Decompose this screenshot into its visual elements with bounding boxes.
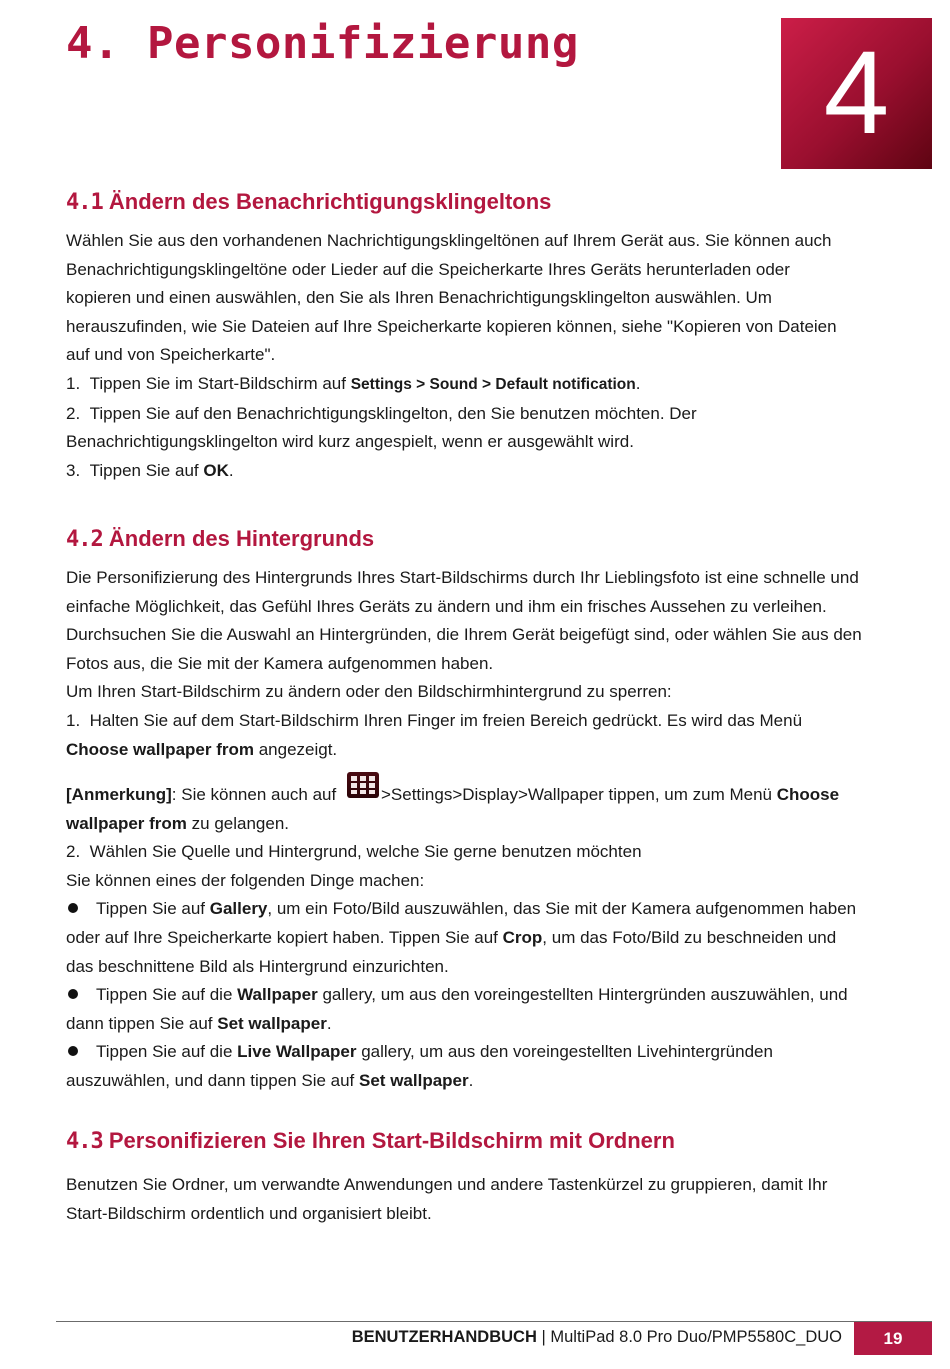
- note-label: [Anmerkung]: [66, 785, 172, 804]
- section-4-1-body: [66, 227, 932, 485]
- footer-manual-info: [352, 1328, 842, 1347]
- note-line: [66, 772, 932, 810]
- bullet-icon: [68, 1046, 78, 1056]
- section-heading-4-3: [66, 1128, 675, 1154]
- section-4-2-body-a: [66, 564, 932, 764]
- bold-term: Set wallpaper: [217, 1013, 327, 1033]
- step-text: .: [228, 460, 234, 480]
- paragraph-line: herauszufinden, wie Sie Dateien auf Ihre Speicherkarte kopieren können, siehe "Kopieren von Dateien: [66, 316, 837, 336]
- paragraph-line: Die Personifizierung des Hintergrunds Ihres Start-Bildschirms durch Ihr Lieblingsfoto ist eine schnelle und: [66, 568, 859, 587]
- section-heading-4-2: [66, 526, 374, 552]
- section-number: 4.3: [66, 1129, 103, 1154]
- menu-name: Choose: [776, 785, 840, 804]
- bold-term: Crop: [502, 927, 543, 947]
- bullet-text: .: [326, 1013, 332, 1033]
- paragraph-line: Um Ihren Start-Bildschirm zu ändern oder den Bildschirmhintergrund zu sperren:: [66, 682, 672, 702]
- bullet-wallpaper: [66, 981, 932, 1010]
- bullet-text: , um das Foto/Bild zu beschneiden und: [542, 927, 837, 947]
- paragraph-line: Fotos aus, die Sie mit der Kamera aufgenommen haben.: [66, 653, 494, 673]
- bullet-text: auszuwählen, und dann tippen Sie auf: [66, 1070, 360, 1090]
- step-2: 2. Tippen Sie auf den Benachrichtigungsklingelton, den Sie benutzen möchten. Der: [66, 403, 697, 423]
- paragraph-line: kopieren und einen auswählen, den Sie als Ihren Benachrichtigungsklingelton auswählen. Um: [66, 288, 772, 308]
- bullet-text: Tippen Sie auf die: [96, 985, 238, 1005]
- bullet-live-wallpaper-cont: [66, 1067, 932, 1096]
- note-line-cont: [66, 810, 932, 839]
- footer-manual-label: BENUTZERHANDBUCH: [351, 1328, 537, 1346]
- paragraph-line: Benachrichtigungsklingeltöne oder Lieder auf die Speicherkarte Ihres Geräts herunterladen oder: [66, 259, 790, 279]
- bullet-gallery-cont: [66, 924, 932, 953]
- section-number: 4.2: [66, 527, 103, 552]
- step-2: 2. Wählen Sie Quelle und Hintergrund, welche Sie gerne benutzen möchten: [66, 842, 642, 862]
- bold-term: Set wallpaper: [359, 1070, 469, 1090]
- ok-label: OK: [203, 460, 229, 480]
- chapter-title: 4. Personifizierung: [66, 18, 579, 69]
- note-text: >Settings>Display>Wallpaper tippen, um zum Menü: [380, 785, 777, 804]
- bullet-text: , um ein Foto/Bild auszuwählen, das Sie mit der Kamera aufgenommen haben: [267, 899, 857, 919]
- chapter-number-badge: 4: [781, 18, 932, 169]
- step-1-cont: [66, 736, 932, 765]
- menu-name: Choose wallpaper from: [66, 739, 254, 759]
- bullet-text: gallery, um aus den voreingestellten Hintergründen auszuwählen, und: [317, 985, 848, 1005]
- step-text: angezeigt.: [253, 739, 338, 759]
- note-text: zu gelangen.: [186, 813, 290, 833]
- bullet-icon: [68, 903, 78, 913]
- footer-product: MultiPad 8.0 Pro Duo/PMP5580C_DUO: [550, 1328, 842, 1346]
- section-title: Ändern des Hintergrunds: [108, 526, 375, 551]
- section-4-2-body-b: [66, 772, 932, 1096]
- note-text: : Sie können auch auf: [171, 785, 341, 804]
- settings-path: Settings > Sound > Default notification: [350, 375, 636, 393]
- app-grid-icon: [347, 772, 379, 798]
- bullet-gallery: [66, 895, 932, 924]
- bullet-live-wallpaper: [66, 1038, 932, 1067]
- menu-name: wallpaper from: [66, 813, 187, 833]
- bold-term: Gallery: [209, 899, 268, 919]
- bullet-wallpaper-cont: [66, 1010, 932, 1039]
- bullet-icon: [68, 989, 78, 999]
- section-heading-4-1: [66, 189, 551, 215]
- section-title: Personifizieren Sie Ihren Start-Bildschirm mit Ordnern: [108, 1128, 675, 1153]
- bullet-text: dann tippen Sie auf: [66, 1013, 218, 1033]
- step-text: 1. Tippen Sie im Start-Bildschirm auf: [66, 373, 351, 393]
- paragraph-line: Durchsuchen Sie die Auswahl an Hintergründen, die Ihrem Gerät beigefügt sind, oder wählen Sie aus den: [66, 625, 862, 645]
- step-1: [66, 370, 932, 400]
- paragraph-line: auf und von Speicherkarte".: [66, 345, 276, 365]
- bold-term: Wallpaper: [237, 985, 318, 1005]
- step-3: [66, 457, 932, 486]
- bullet-text: Tippen Sie auf: [96, 899, 210, 919]
- footer-separator: |: [536, 1328, 551, 1346]
- bullet-text: Tippen Sie auf die: [96, 1042, 238, 1062]
- bold-term: Live Wallpaper: [237, 1042, 357, 1062]
- bullet-gallery-cont: das beschnittene Bild als Hintergrund einzurichten.: [66, 956, 449, 976]
- bullet-text: oder auf Ihre Speicherkarte kopiert haben. Tippen Sie auf: [66, 927, 503, 947]
- paragraph-line: Benutzen Sie Ordner, um verwandte Anwendungen und andere Tastenkürzel zu gruppieren, damit Ihr: [66, 1175, 828, 1194]
- paragraph-line: einfache Möglichkeit, das Gefühl Ihres Geräts zu ändern und ihm ein frisches Aussehen zu verleihen.: [66, 596, 827, 616]
- paragraph-line: Start-Bildschirm ordentlich und organisiert bleibt.: [66, 1203, 432, 1223]
- section-title: Ändern des Benachrichtigungsklingeltons: [108, 189, 552, 214]
- page-number: 19: [854, 1322, 932, 1355]
- paragraph-line: Wählen Sie aus den vorhandenen Nachrichtigungsklingeltönen auf Ihrem Gerät aus. Sie können auch: [66, 231, 832, 250]
- step-1: 1. Halten Sie auf dem Start-Bildschirm Ihren Finger im freien Bereich gedrückt. Es wird das Menü: [66, 710, 803, 730]
- section-number: 4.1: [66, 190, 103, 215]
- bullet-text: gallery, um aus den voreingestellten Livehintergründen: [356, 1042, 773, 1062]
- section-4-3-body: [66, 1171, 932, 1228]
- options-intro: Sie können eines der folgenden Dinge machen:: [66, 870, 425, 890]
- step-text: 3. Tippen Sie auf: [66, 460, 204, 480]
- step-2-cont: Benachrichtigungsklingelton wird kurz angespielt, wenn er ausgewählt wird.: [66, 432, 634, 452]
- bullet-text: .: [468, 1070, 474, 1090]
- step-text: .: [635, 373, 641, 393]
- footer-divider: [56, 1321, 932, 1322]
